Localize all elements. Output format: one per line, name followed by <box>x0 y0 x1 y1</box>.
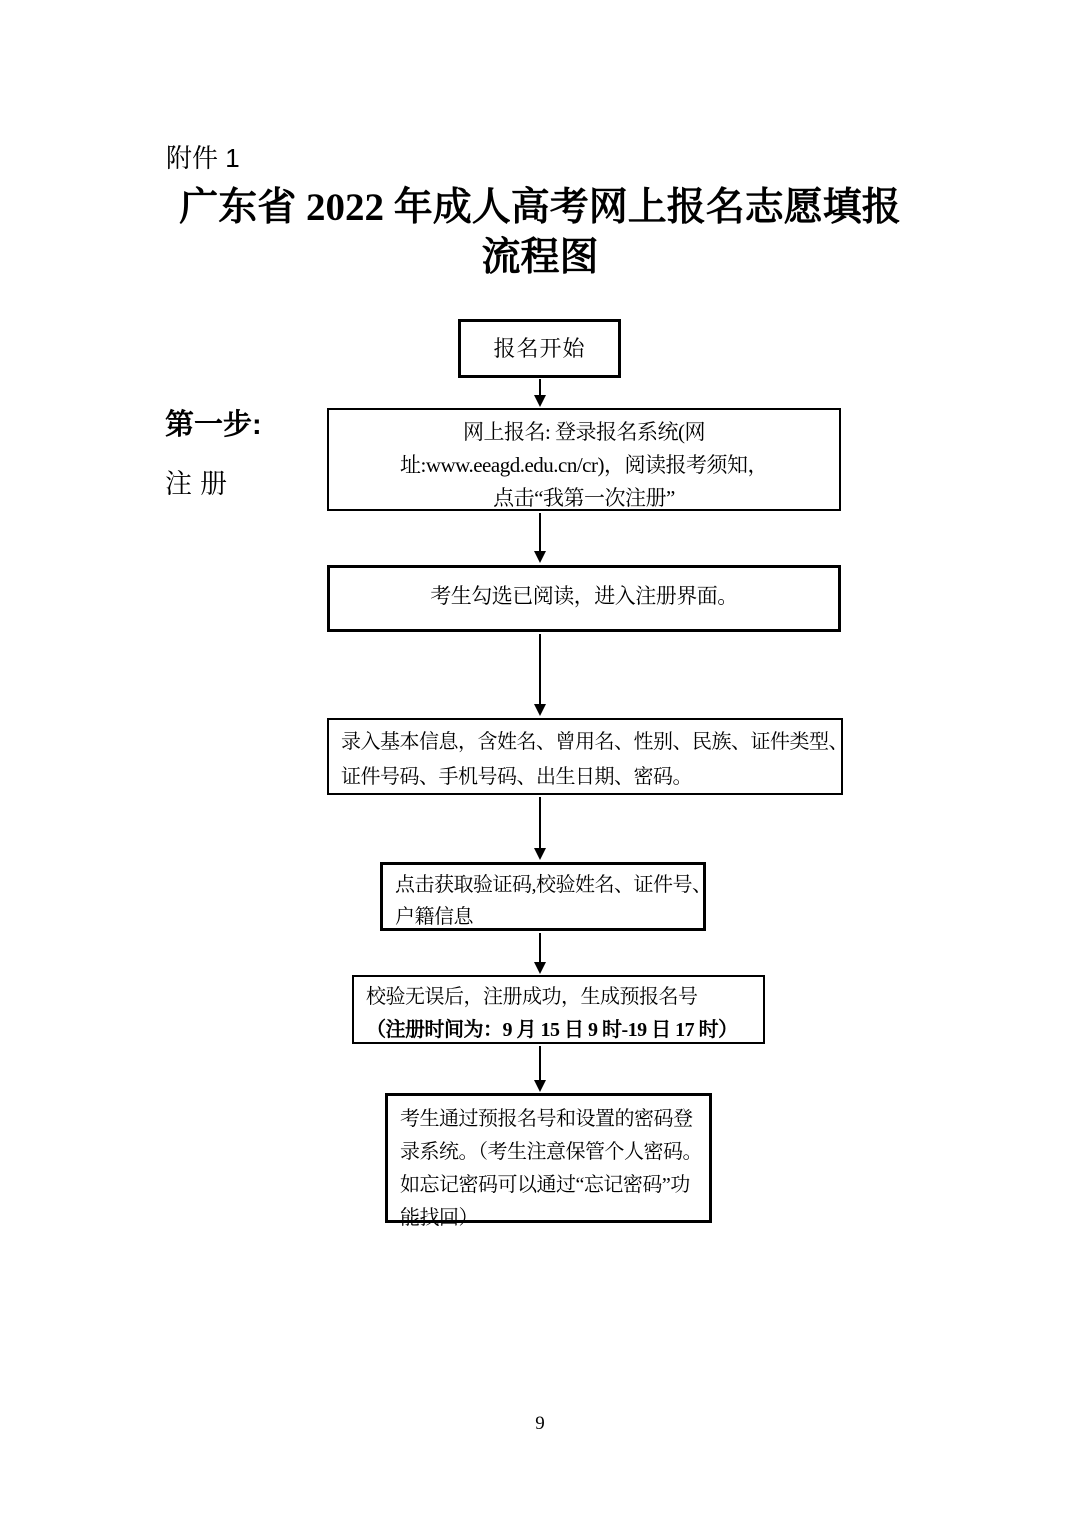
down-arrow <box>534 933 546 974</box>
flow-node-line: 网上报名: 登录报名系统(网 <box>462 420 706 444</box>
down-arrow <box>534 513 546 563</box>
flow-node-line: 户籍信息 <box>395 906 473 928</box>
flow-node-line: 录系统。（考生注意保管个人密码。 <box>400 1141 702 1163</box>
flow-node-start <box>458 319 621 378</box>
flow-node-line: 考生通过预报名号和设置的密码登 <box>400 1108 693 1130</box>
flow-node-login-system <box>385 1093 712 1229</box>
flow-node-line: 点击获取验证码,校验姓名、证件号、 <box>395 874 712 896</box>
flow-node-line: 点击“我第一次注册” <box>493 486 675 510</box>
page-title-line1: 广东省 2022 年成人高考网上报名志愿填报 <box>179 186 901 229</box>
flow-node-line: 证件号码、手机号码、出生日期、密码。 <box>341 766 692 788</box>
page-number: 9 <box>535 1413 545 1434</box>
flow-node-line: 址:www.eeagd.edu.cn/cr)，阅读报考须知， <box>400 453 768 477</box>
page-title-line2: 流程图 <box>481 236 599 279</box>
down-arrow <box>534 634 546 716</box>
down-arrow <box>534 1046 546 1092</box>
down-arrow <box>534 797 546 860</box>
attachment-label: 附件 1 <box>166 143 240 173</box>
flow-node-online-register <box>327 408 841 511</box>
down-arrow <box>534 379 546 407</box>
flow-node-line: 如忘记密码可以通过“忘记密码”功 <box>400 1174 690 1196</box>
flow-node-line: 录入基本信息，含姓名、曾用名、性别、民族、证件类型、 <box>341 731 848 753</box>
flow-node-line: 考生勾选已阅读，进入注册界面。 <box>430 584 738 608</box>
flow-node-line: 校验无误后，注册成功，生成预报名号 <box>366 986 698 1008</box>
flow-node-enter-basic-info <box>327 718 848 795</box>
step-one-label: 第一步: <box>165 409 262 441</box>
flow-node-line-registration-time: （注册时间为：9 月 15 日 9 时-19 日 17 时） <box>366 1019 738 1041</box>
flow-node-start-label: 报名开始 <box>493 336 586 361</box>
step-one-sublabel: 注册 <box>165 469 235 499</box>
page-title <box>0 183 1080 283</box>
flow-node-get-verification-code <box>380 862 712 931</box>
flow-node-check-read <box>327 565 841 632</box>
flow-node-line: 能找回） <box>400 1207 478 1229</box>
flow-node-register-success <box>352 975 765 1044</box>
